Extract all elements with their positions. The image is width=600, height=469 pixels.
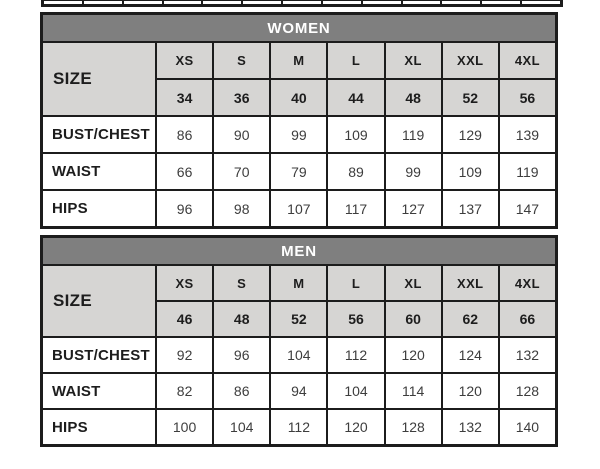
measurement-value: 139 <box>500 117 555 152</box>
size-number-cell: 66 <box>500 302 555 336</box>
measurement-value: 96 <box>214 338 269 372</box>
size-table-men <box>40 235 558 447</box>
measurement-value: 124 <box>443 338 498 372</box>
measurement-value: 117 <box>328 191 383 226</box>
size-table-women <box>40 12 558 229</box>
measurement-value: 94 <box>271 374 326 408</box>
measurement-value: 109 <box>328 117 383 152</box>
size-number-cell: 48 <box>386 80 441 115</box>
measurement-value: 119 <box>386 117 441 152</box>
measurement-value: 92 <box>157 338 212 372</box>
size-number-cell: 36 <box>214 80 269 115</box>
size-number-cell: 52 <box>443 80 498 115</box>
size-number-cell: 46 <box>157 302 212 336</box>
measurement-label: HIPS <box>43 191 155 226</box>
size-number-cell: 62 <box>443 302 498 336</box>
measurement-value: 129 <box>443 117 498 152</box>
measurement-value: 132 <box>443 410 498 444</box>
measurement-label: BUST/CHEST <box>43 117 155 152</box>
measurement-value: 99 <box>386 154 441 189</box>
measurement-value: 128 <box>386 410 441 444</box>
measurement-label: HIPS <box>43 410 155 444</box>
measurement-value: 86 <box>157 117 212 152</box>
table-title-men: MEN <box>43 238 555 264</box>
measurement-value: 127 <box>386 191 441 226</box>
size-code-cell: 4XL <box>500 43 555 78</box>
measurement-value: 104 <box>271 338 326 372</box>
size-code-cell: XL <box>386 266 441 300</box>
measurement-value: 112 <box>328 338 383 372</box>
measurement-value: 128 <box>500 374 555 408</box>
measurement-label: WAIST <box>43 154 155 189</box>
measurement-value: 82 <box>157 374 212 408</box>
measurement-value: 104 <box>328 374 383 408</box>
size-code-cell: M <box>271 266 326 300</box>
size-number-cell: 56 <box>328 302 383 336</box>
measurement-value: 96 <box>157 191 212 226</box>
measurement-value: 147 <box>500 191 555 226</box>
size-code-cell: S <box>214 266 269 300</box>
measurement-value: 107 <box>271 191 326 226</box>
measurement-value: 114 <box>386 374 441 408</box>
measurement-value: 66 <box>157 154 212 189</box>
size-code-cell: M <box>271 43 326 78</box>
size-number-cell: 40 <box>271 80 326 115</box>
measurement-value: 86 <box>214 374 269 408</box>
size-number-cell: 44 <box>328 80 383 115</box>
measurement-value: 112 <box>271 410 326 444</box>
measurement-value: 137 <box>443 191 498 226</box>
measurement-value: 79 <box>271 154 326 189</box>
size-number-cell: 48 <box>214 302 269 336</box>
measurement-value: 120 <box>386 338 441 372</box>
size-code-cell: XS <box>157 43 212 78</box>
size-code-cell: XXL <box>443 266 498 300</box>
measurement-label: WAIST <box>43 374 155 408</box>
measurement-value: 99 <box>271 117 326 152</box>
size-number-cell: 60 <box>386 302 441 336</box>
size-code-cell: L <box>328 266 383 300</box>
size-code-cell: XXL <box>443 43 498 78</box>
size-row-header: SIZE <box>43 266 155 336</box>
measurement-value: 120 <box>443 374 498 408</box>
measurement-value: 98 <box>214 191 269 226</box>
measurement-value: 140 <box>500 410 555 444</box>
size-number-cell: 34 <box>157 80 212 115</box>
measurement-label: BUST/CHEST <box>43 338 155 372</box>
measurement-value: 100 <box>157 410 212 444</box>
size-code-cell: XS <box>157 266 212 300</box>
table-title-women: WOMEN <box>43 15 555 41</box>
measurement-value: 89 <box>328 154 383 189</box>
cropped-table-bottom-edge <box>41 0 563 7</box>
measurement-value: 70 <box>214 154 269 189</box>
measurement-value: 120 <box>328 410 383 444</box>
measurement-value: 90 <box>214 117 269 152</box>
size-code-cell: L <box>328 43 383 78</box>
size-code-cell: 4XL <box>500 266 555 300</box>
measurement-value: 132 <box>500 338 555 372</box>
measurement-value: 119 <box>500 154 555 189</box>
size-row-header: SIZE <box>43 43 155 115</box>
measurement-value: 104 <box>214 410 269 444</box>
size-code-cell: S <box>214 43 269 78</box>
size-code-cell: XL <box>386 43 441 78</box>
measurement-value: 109 <box>443 154 498 189</box>
size-number-cell: 52 <box>271 302 326 336</box>
size-number-cell: 56 <box>500 80 555 115</box>
